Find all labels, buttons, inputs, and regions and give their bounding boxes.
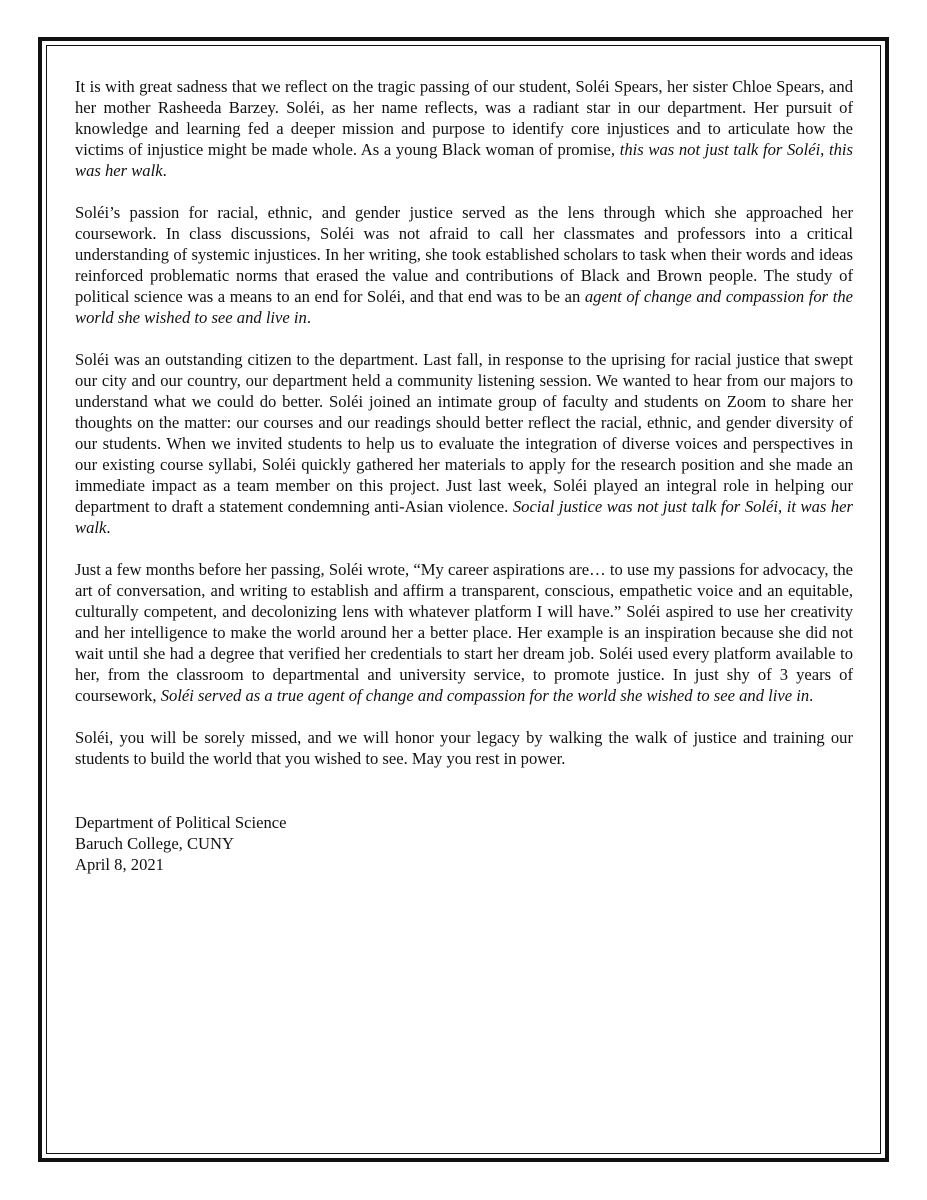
signature-institution: Baruch College, CUNY	[75, 834, 234, 853]
paragraph-3-text: Soléi was an outstanding citizen to the department. Last fall, in response to the uprising for racial justice that swept our city and our country, our department held a community listening session. We wanted to hear from our majors to understand what we could do better. Soléi joined an intimate group of faculty and students on Zoom to share her thoughts on the matter: our courses and our readings should better reflect the racial, ethnic, and gender diversity of our students. When we invited students to help us to evaluate the integration of diverse voices and perspectives in our existing course syllabi, Soléi quickly gathered her materials to apply for the research position and she made an immediate impact as a team member on this project. Just last week, Soléi played an integral role in helping our department to draft a statement condemning anti-Asian violence.	[75, 350, 853, 516]
paragraph-2-emphasis: agent of change and compassion for the world she wished to see and live in	[75, 287, 854, 327]
paragraph-5	[75, 727, 853, 769]
paragraph-4-emphasis: Soléi served as a true agent of change and compassion for the world she wished to see and live in	[160, 686, 810, 705]
paragraph-4	[75, 559, 853, 706]
paragraph-5-text: Soléi, you will be sorely missed, and we will honor your legacy by walking the walk of justice and training our students to build the world that you wished to see. May you rest in power.	[75, 728, 853, 768]
paragraph-3-end: .	[106, 518, 111, 537]
paragraph-1-end: .	[162, 161, 167, 180]
paragraph-3-emphasis: Social justice was not just talk for Soléi, it was her walk	[75, 497, 853, 537]
paragraph-1-emphasis: this was not just talk for Soléi, this was her walk	[75, 140, 853, 180]
paragraph-2	[75, 202, 853, 328]
paragraph-4-end: .	[809, 686, 814, 705]
paragraph-2-end: .	[306, 308, 311, 327]
paragraph-3	[75, 349, 853, 538]
signature-block	[75, 812, 853, 875]
signature-date: April 8, 2021	[75, 855, 164, 874]
paragraph-2-text: Soléi’s passion for racial, ethnic, and gender justice served as the lens through which she approached her coursework. In class discussions, Soléi was not afraid to call her classmates and professors into a critical understanding of systemic injustices. In her writing, she took established scholars to task when their words and ideas reinforced problematic norms that erased the value and contributions of Black and Brown people. The study of political science was a means to an end for Soléi, and that end was to be an	[75, 203, 853, 306]
letter-body	[75, 76, 853, 875]
signature-department: Department of Political Science	[75, 813, 287, 832]
paragraph-4-text: Just a few months before her passing, Soléi wrote, “My career aspirations are… to use my passions for advocacy, the art of conversation, and writing to establish and affirm a transparent, conscious, empathetic voice and an equitable, culturally competent, and decolonizing lens with whatever platform I will have.” Soléi aspired to use her creativity and her intelligence to make the world around her a better place. Her example is an inspiration because she did not wait until she had a degree that verified her credentials to start her dream job. Soléi used every platform available to her, from the classroom to departmental and university service, to promote justice. In just shy of 3 years of coursework,	[75, 560, 853, 705]
paragraph-1	[75, 76, 853, 181]
paragraph-1-text: It is with great sadness that we reflect on the tragic passing of our student, Soléi Spears, her sister Chloe Spears, and her mother Rasheeda Barzey. Soléi, as her name reflects, was a radiant star in our department. Her pursuit of knowledge and learning fed a deeper mission and purpose to identify core injustices and to articulate how the victims of injustice might be made whole. As a young Black woman of promise,	[75, 77, 853, 159]
